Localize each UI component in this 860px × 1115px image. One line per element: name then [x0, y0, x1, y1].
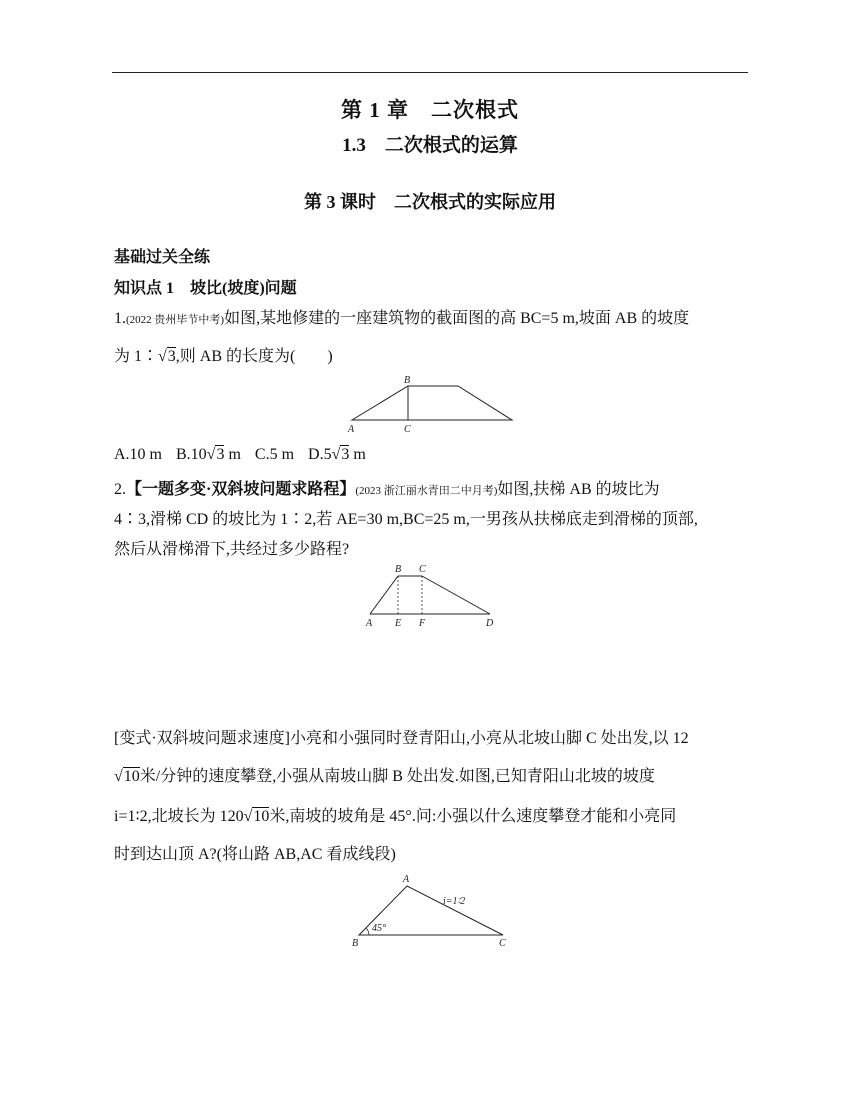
q2-figure [360, 562, 500, 630]
q2-text-a: 如图,扶梯 AB 的坡比为 [497, 481, 660, 498]
q1-trapezoid-figure [340, 372, 520, 434]
variant-line3-text-a: i=1∶2,北坡长为 120 [114, 808, 244, 825]
q1-line2: 为 1∶√3,则 AB 的长度为( ) [114, 348, 333, 365]
chapter-title: 第 1 章 二次根式 [341, 98, 519, 122]
variant-label-a: A [403, 874, 410, 885]
lesson-title: 第 3 课时 二次根式的实际应用 [304, 192, 556, 212]
q1-number: 1. [114, 310, 126, 327]
part-title: 基础过关全练 [114, 249, 211, 266]
q1-text-b-post: ,则 AB 的长度为( ) [175, 348, 333, 365]
q2-line3: 然后从滑梯滑下,共经过多少路程? [114, 541, 350, 558]
q2-label-c: C [419, 564, 426, 575]
q1-option-c: C.5 m [254, 446, 295, 463]
q1-text-b-pre: 为 1∶ [114, 348, 159, 365]
variant-line1 [114, 722, 754, 756]
q2-number: 2. [114, 481, 126, 498]
q1-options [114, 438, 754, 472]
variant-line1-text: 小亮和小强同时登青阳山,小亮从北坡山脚 C 处出发,以 12 [290, 730, 689, 747]
section-title: 1.3 二次根式的运算 [342, 135, 518, 156]
variant-line2-radicand: 10 [123, 768, 140, 785]
q2-label-e: E [395, 618, 402, 629]
q1-option-b: B.10√3 m [176, 446, 241, 463]
variant-label-b: B [352, 938, 359, 949]
q2-label-d: D [486, 618, 494, 629]
variant-line3: i=1∶2,北坡长为 120√10米,南坡的坡角是 45°.问:小强以什么速度攀登才能和小亮同 [114, 808, 677, 825]
variant-tag: [变式·双斜坡问题求速度] [114, 730, 290, 747]
q1-label-c: C [404, 424, 411, 434]
q1-text-a: 如图,某地修建的一座建筑物的截面图的高 BC=5 m,坡面 AB 的坡度 [224, 310, 690, 327]
q2-label-b: B [395, 564, 402, 575]
variant-line3-text-b: 米,南坡的坡角是 45°.问:小强以什么速度攀登才能和小亮同 [269, 808, 677, 825]
variant-slope-label: i=1∶2 [443, 896, 466, 907]
variant-label-c: C [499, 938, 506, 949]
q2-label-a: A [366, 618, 373, 629]
q2-label-f: F [419, 618, 426, 629]
q1-line1 [114, 302, 754, 337]
variant-line3-radicand: 10 [253, 808, 270, 825]
q1-radicand: 3 [167, 348, 176, 365]
q1-label-b: B [404, 375, 411, 386]
q1-source: (2022 贵州毕节中考) [126, 314, 225, 326]
q2-source: (2023 浙江丽水青田二中月考) [355, 485, 498, 497]
q2-tag: 【一题多变·双斜坡问题求路程】 [126, 481, 356, 498]
q2-line2: 4∶3,滑梯 CD 的坡比为 1∶2,若 AE=30 m,BC=25 m,一男孩从扶梯底走到滑梯的顶部, [114, 511, 698, 528]
q1-label-a: A [348, 424, 355, 434]
header-rule [112, 72, 748, 73]
variant-line2: √10米/分钟的速度攀登,小强从南坡山脚 B 处出发.如图,已知青阳山北坡的坡度 [114, 768, 655, 785]
variant-angle-label: 45° [372, 923, 386, 934]
q1-option-a: A.10 m [114, 446, 162, 463]
variant-line2-text: 米/分钟的速度攀登,小强从南坡山脚 B 处出发.如图,已知青阳山北坡的坡度 [139, 768, 655, 785]
variant-triangle-figure [345, 872, 515, 950]
q1-option-d: D.5√3 m [308, 446, 366, 463]
knowledge-point-title: 知识点 1 坡比(坡度)问题 [114, 280, 297, 297]
variant-line4: 时到达山顶 A?(将山路 AB,AC 看成线段) [114, 846, 396, 863]
